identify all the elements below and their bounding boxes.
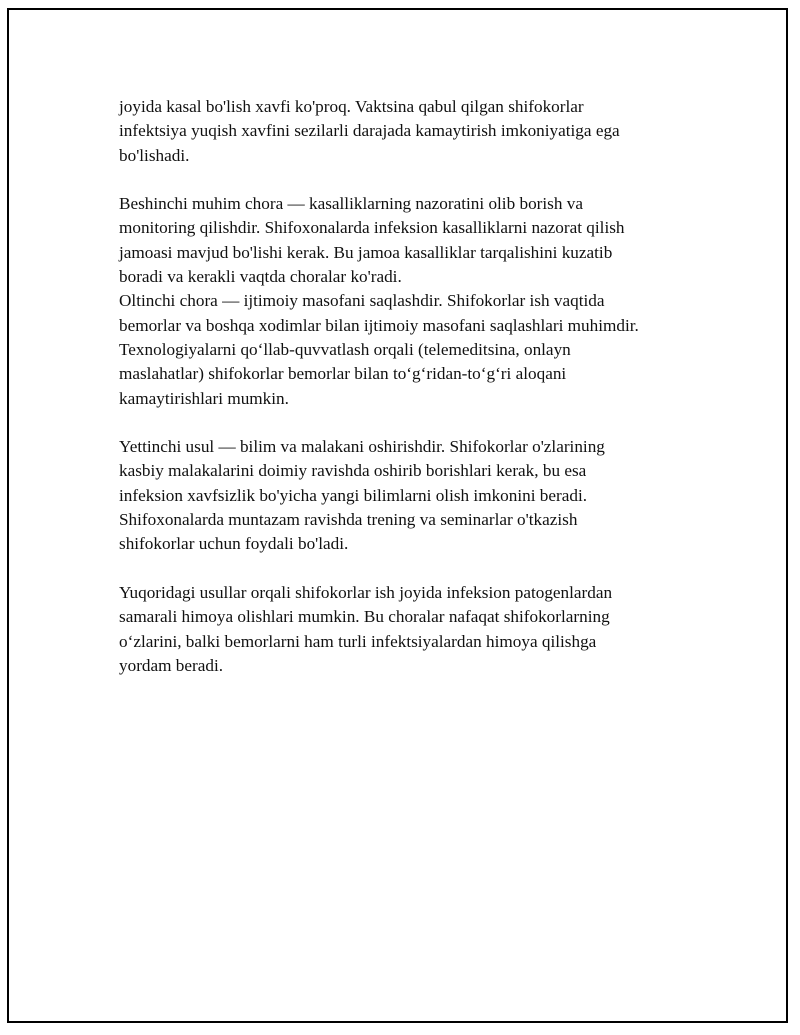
text-line: kasbiy malakalarini doimiy ravishda oshirib borishlari kerak, bu esa bbox=[119, 461, 587, 481]
paragraph-1 bbox=[119, 95, 699, 168]
paragraph-gap bbox=[119, 168, 699, 192]
text-line: bemorlar va boshqa xodimlar bilan ijtimoiy masofani saqlashlari muhimdir. bbox=[119, 315, 639, 335]
document-page bbox=[7, 8, 788, 1023]
paragraph-gap bbox=[119, 411, 699, 435]
text-line: samarali himoya olishlari mumkin. Bu choralar nafaqat shifokorlarning bbox=[119, 607, 610, 627]
text-line: bo'lishadi. bbox=[119, 145, 190, 165]
text-line: Shifoxonalarda muntazam ravishda trening va seminarlar o'tkazish bbox=[119, 510, 578, 530]
text-line: jamoasi mavjud bo'lishi kerak. Bu jamoa kasalliklar tarqalishini kuzatib bbox=[119, 242, 613, 262]
text-line: infektsiya yuqish xavfini sezilarli darajada kamaytirish imkoniyatiga ega bbox=[119, 121, 620, 141]
text-line: Yuqoridagi usullar orqali shifokorlar ish joyida infeksion patogenlardan bbox=[119, 582, 613, 602]
text-line: boradi va kerakli vaqtda choralar ko'radi. bbox=[119, 267, 402, 287]
paragraph-2 bbox=[119, 192, 699, 411]
text-line: joyida kasal bo'lish xavfi ko'proq. Vaktsina qabul qilgan shifokorlar bbox=[119, 97, 584, 116]
text-line: Oltinchi chora — ijtimoiy masofani saqlashdir. Shifokorlar ish vaqtida bbox=[119, 291, 605, 311]
text-line: infeksion xavfsizlik bo'yicha yangi bilimlarni olish imkonini beradi. bbox=[119, 485, 588, 505]
document-body bbox=[119, 95, 699, 678]
text-line: maslahatlar) shifokorlar bemorlar bilan to‘g‘ridan-to‘g‘ri aloqani bbox=[119, 364, 567, 384]
text-line: Yettinchi usul — bilim va malakani oshirishdir. Shifokorlar o'zlarining bbox=[119, 437, 605, 457]
paragraph-gap bbox=[119, 557, 699, 581]
text-line: o‘zlarini, balki bemorlarni ham turli infektsiyalardan himoya qilishga bbox=[119, 631, 597, 651]
text-line: yordam beradi. bbox=[119, 655, 224, 675]
text-line: kamaytirishlari mumkin. bbox=[119, 388, 289, 408]
paragraph-4 bbox=[119, 581, 699, 678]
paragraph-3 bbox=[119, 435, 699, 556]
text-line: Beshinchi muhim chora — kasalliklarning nazoratini olib borish va bbox=[119, 194, 583, 214]
text-line: Texnologiyalarni qo‘llab-quvvatlash orqali (telemeditsina, onlayn bbox=[119, 339, 571, 359]
text-line: monitoring qilishdir. Shifoxonalarda infeksion kasalliklarni nazorat qilish bbox=[119, 218, 625, 238]
text-line: shifokorlar uchun foydali bo'ladi. bbox=[119, 534, 349, 554]
